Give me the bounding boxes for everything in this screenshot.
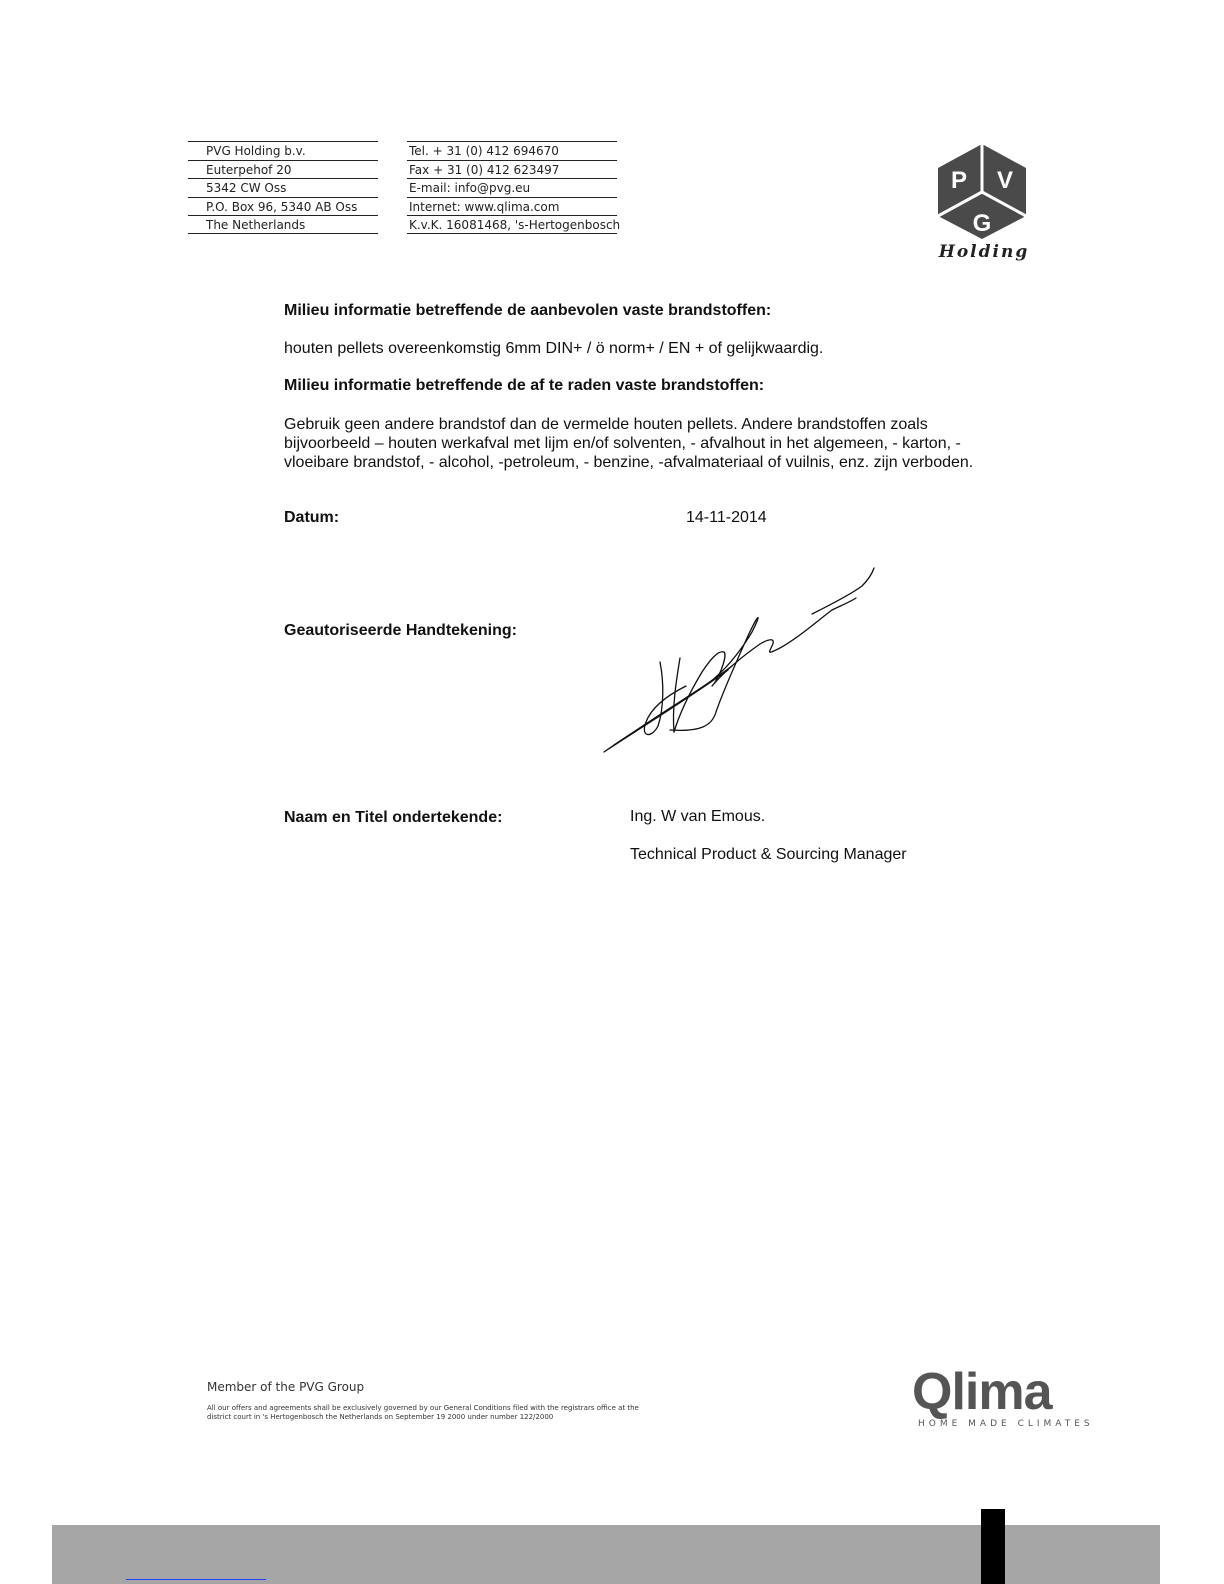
bottom-link-underline[interactable] [126,1579,266,1580]
qlima-tagline: HOME MADE CLIMATES [918,1419,1094,1429]
signature-label: Geautoriseerde Handtekening: [284,622,517,639]
address-line: PVG Holding b.v. [188,141,378,160]
address-line: P.O. Box 96, 5340 AB Oss [188,197,378,216]
heading-discouraged-fuels: Milieu informatie betreffende de af te raden vaste brandstoffen: [284,377,765,394]
footer-legal-text: All our offers and agreements shall be exclusively governed by our General Conditions filed with the registrars office at the district court in 's Hertogenbosch the Netherlands on September 19 2000 under number 122/2000 [207,1404,639,1421]
signer-name: Ing. W van Emous. [630,808,766,825]
date-value: 14-11-2014 [686,509,767,526]
contact-block [407,141,621,234]
recommended-fuels-text: houten pellets overeenkomstig 6mm DIN+ / ö norm+ / EN + of gelijkwaardig. [284,340,824,357]
logo-letter-g: G [972,210,992,237]
address-block [188,141,378,234]
contact-fax: Fax + 31 (0) 412 623497 [407,160,617,179]
pvg-logo-icon [936,142,1028,240]
contact-website[interactable]: Internet: www.qlima.com [407,197,617,216]
logo-holding-text: Holding [938,242,1030,262]
contact-phone: Tel. + 31 (0) 412 694670 [407,141,617,160]
logo-letter-p: P [950,167,968,194]
address-line: 5342 CW Oss [188,178,378,197]
heading-recommended-fuels: Milieu informatie betreffende de aanbevolen vaste brandstoffen: [284,302,772,319]
contact-kvk: K.v.K. 16081468, 's-Hertogenbosch [407,215,617,234]
discouraged-fuels-text: Gebruik geen andere brandstof dan de vermelde houten pellets. Andere brandstoffen zoals bijvoorbeeld – houten werkafval met lijm en/of solventen, - afvalhout in het algemeen, - karton, - vloeibare brandstof, - alcohol, -petroleum, - benzine, -afvalmateriaal of vuilnis, enz. zijn verboden. [284,416,974,471]
footer-member-text: Member of the PVG Group [207,1380,365,1394]
address-line: Euterpehof 20 [188,160,378,179]
contact-email[interactable]: E-mail: info@pvg.eu [407,178,617,197]
qlima-logo-icon: Qlima [912,1363,1052,1421]
signer-title: Technical Product & Sourcing Manager [630,846,907,863]
name-title-label: Naam en Titel ondertekende: [284,809,503,826]
address-line: The Netherlands [188,215,378,234]
date-label: Datum: [284,509,340,526]
signature-icon [600,562,880,758]
logo-letter-v: V [996,167,1014,194]
bottom-marker [981,1509,1005,1584]
